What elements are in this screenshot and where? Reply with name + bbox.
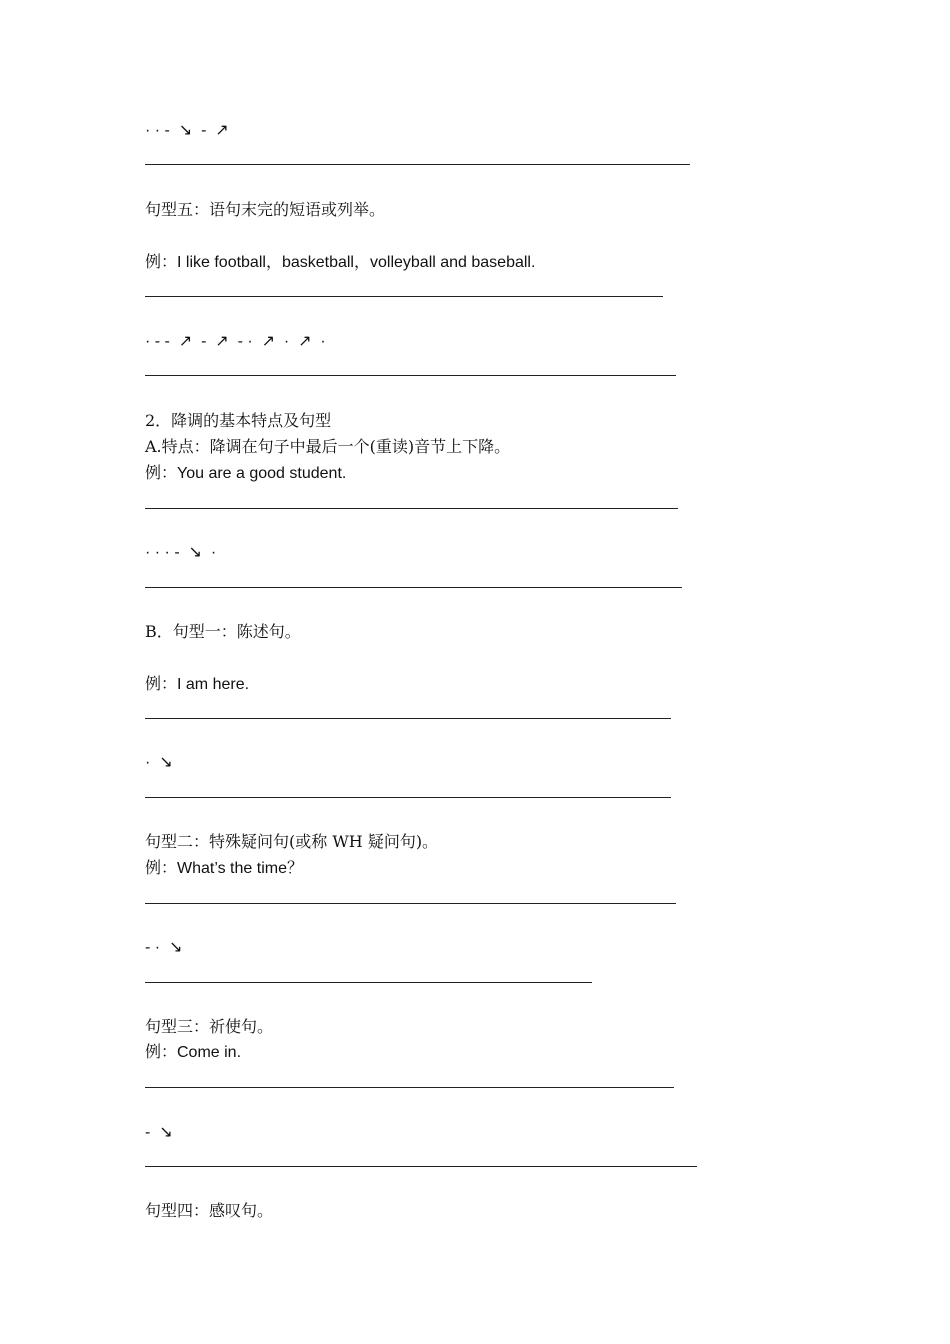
pattern-5-heading: 句型五：语句末完的短语或列举。 bbox=[145, 200, 386, 219]
divider-line bbox=[145, 508, 678, 509]
divider-line bbox=[145, 903, 676, 904]
pattern-2-heading: 句型二：特殊疑问句(或称 WH 疑问句)。 bbox=[145, 832, 439, 851]
intonation-marks-1: · · - ↘ - ↗ bbox=[145, 122, 229, 139]
pattern-3-heading: 句型三：祈使句。 bbox=[145, 1017, 274, 1036]
section-2-heading: 2．降调的基本特点及句型 bbox=[145, 411, 332, 430]
falling-tone-feature: A.特点：降调在句子中最后一个(重读)音节上下降。 bbox=[145, 437, 511, 456]
divider-line bbox=[145, 1087, 674, 1088]
intonation-marks-3: · · · - ↘ · bbox=[145, 544, 217, 561]
intonation-marks-4: · ↘ bbox=[145, 754, 173, 771]
divider-line bbox=[145, 164, 690, 165]
pattern-1-heading: B．句型一：陈述句。 bbox=[145, 622, 301, 641]
example-2: 例：What’s the time？ bbox=[145, 860, 303, 877]
pattern-4-heading: 句型四：感叹句。 bbox=[145, 1201, 274, 1220]
divider-line bbox=[145, 1166, 697, 1167]
divider-line bbox=[145, 375, 676, 376]
example-1: 例：I am here. bbox=[145, 676, 250, 693]
divider-line bbox=[145, 718, 671, 719]
example-5: 例：I like football，basketball，volleyball and baseball. bbox=[145, 254, 536, 271]
intonation-marks-6: - ↘ bbox=[145, 1124, 173, 1141]
example-falling: 例：You are a good student. bbox=[145, 465, 347, 482]
divider-line bbox=[145, 296, 663, 297]
intonation-marks-5: - · ↘ bbox=[145, 939, 183, 956]
example-3: 例：Come in. bbox=[145, 1044, 242, 1061]
divider-line bbox=[145, 982, 592, 983]
divider-line bbox=[145, 797, 671, 798]
intonation-marks-2: · - - ↗ - ↗ - · ↗ · ↗ · bbox=[145, 333, 326, 350]
divider-line bbox=[145, 587, 682, 588]
